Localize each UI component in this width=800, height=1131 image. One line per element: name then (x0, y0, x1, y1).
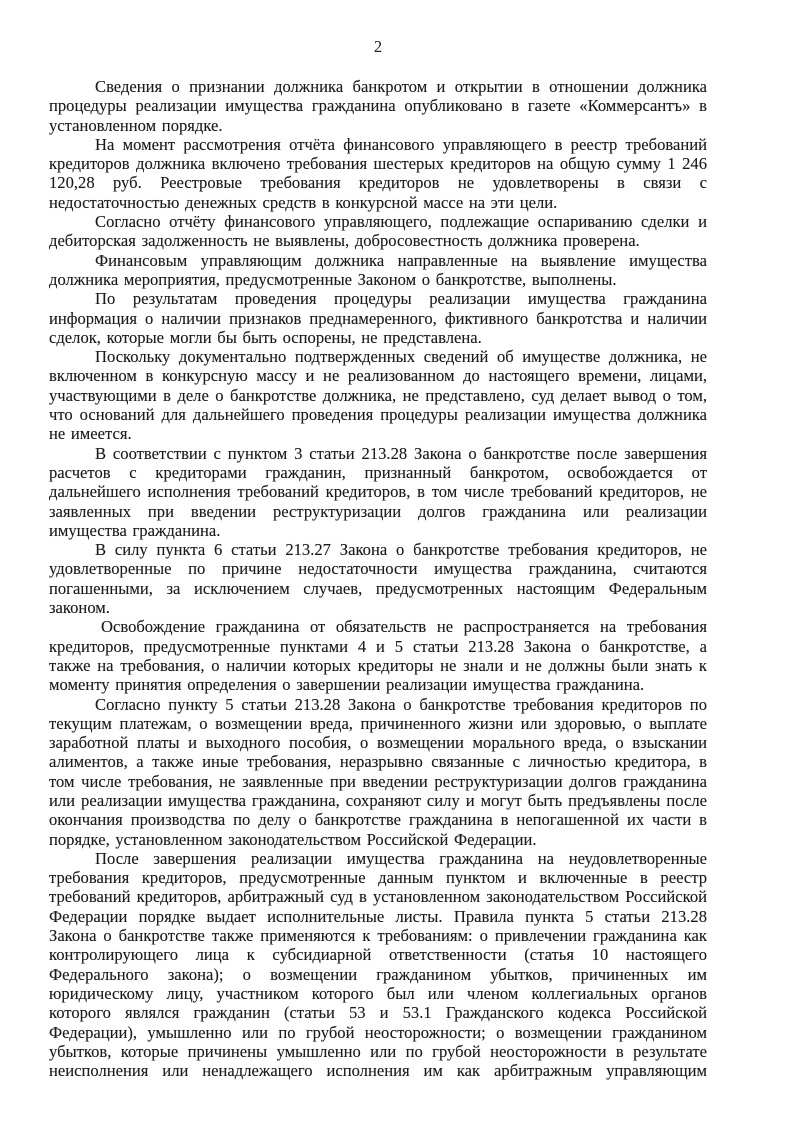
page-number: 2 (373, 37, 383, 56)
paragraph-9: Освобождение гражданина от обязательств не распространяется на требования кредиторов, предусмотренные пунктами 4 и 5 статьи 213.28 Закона о банкротстве, а также на требования, о наличии которых кредиторы не знали и не должны были знать к моменту принятия определения о завершении реализации имущества гражданина. (49, 617, 707, 695)
paragraph-7: В соответствии с пунктом 3 статьи 213.28 Закона о банкротстве после завершения расчетов с кредиторами гражданин, признанный банкротом, освобождается от дальнейшего исполнения требований кредиторов, в том числе требований кредиторов, не заявленных при введении реструктуризации долгов гражданина или реализации имущества гражданина. (49, 443, 707, 540)
document-text-block (49, 77, 707, 1080)
paragraph-8: В силу пункта 6 статьи 213.27 Закона о банкротстве требования кредиторов, не удовлетворенные по причине недостаточности имущества гражданина, считаются погашенными, за исключением случаев, предусмотренных настоящим Федеральным законом. (49, 540, 707, 618)
paragraph-5: По результатам проведения процедуры реализации имущества гражданина информация о наличии признаков преднамеренного, фиктивного банкротства и наличии сделок, которые могли бы быть оспорены, не представлена. (49, 289, 707, 347)
paragraph-4: Финансовым управляющим должника направленные на выявление имущества должника мероприятия, предусмотренные Законом о банкротстве, выполнены. (49, 250, 707, 289)
paragraph-10: Согласно пункту 5 статьи 213.28 Закона о банкротстве требования кредиторов по текущим платежам, о возмещении вреда, причиненного жизни или здоровью, о выплате заработной платы и выходного пособия, о возмещении морального вреда, о взыскании алиментов, а также иные требования, неразрывно связанные с личностью кредитора, в том числе требования, не заявленные при введении реструктуризации долгов гражданина или реализации имущества гражданина, сохраняют силу и могут быть предъявлены после окончания производства по делу о банкротстве гражданина в непогашенной их части в порядке, установленном законодательством Российской Федерации. (49, 694, 707, 849)
paragraph-2: На момент рассмотрения отчёта финансового управляющего в реестр требований кредиторов должника включено требования шестерых кредиторов на общую сумму 1 246 120,28 руб. Реестровые требования кредиторов не удовлетворены в связи с недостаточностью денежных средств в конкурсной массе на эти цели. (49, 134, 707, 212)
paragraph-11: После завершения реализации имущества гражданина на неудовлетворенные требования кредиторов, предусмотренные данным пунктом и включенные в реестр требований кредиторов, арбитражный суд в установленном законодательством Российской Федерации порядке выдает исполнительные листы. Правила пункта 5 статьи 213.28 Закона о банкротстве также применяются к требованиям: о привлечении гражданина как контролирующего лица к субсидиарной ответственности (статья 10 настоящего Федерального закона); о возмещении гражданином убытков, причиненных им юридическому лицу, участником которого был или членом коллегиальных органов которого являлся гражданин (статьи 53 и 53.1 Гражданского кодекса Российской Федерации), умышленно или по грубой неосторожности; о возмещении гражданином убытков, которые причинены умышленно или по грубой неосторожности в результате неисполнения или ненадлежащего исполнения им как арбитражным управляющим (49, 848, 707, 1081)
paragraph-3: Согласно отчёту финансового управляющего, подлежащие оспариванию сделки и дебиторская задолженность не выявлены, добросовестность должника проверена. (49, 212, 707, 251)
paragraph-1: Сведения о признании должника банкротом и открытии в отношении должника процедуры реализации имущества гражданина опубликовано в газете «Коммерсантъ» в установленном порядке. (49, 77, 707, 135)
paragraph-6: Поскольку документально подтвержденных сведений об имуществе должника, не включенном в конкурсную массу и не реализованном до настоящего времени, лицами, участвующими в деле о банкротстве должника, не представлено, суд делает вывод о том, что оснований для дальнейшего проведения процедуры реализации имущества должника не имеется. (49, 347, 707, 444)
